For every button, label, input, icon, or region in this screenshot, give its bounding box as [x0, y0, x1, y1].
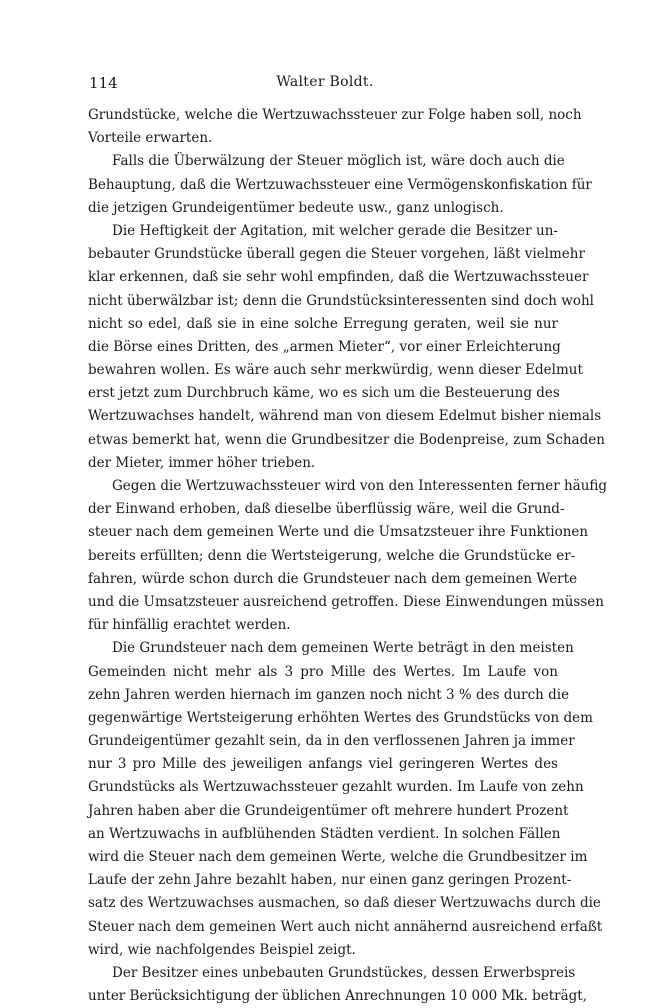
text-line: nicht so edel, daß sie in eine solche Erregung geraten, weil sie nur — [88, 315, 558, 332]
text-line: nicht überwälzbar ist; denn die Grundstücksinteressenten sind doch wohl — [88, 292, 594, 309]
text-line: die Börse eines Dritten, des „armen Mieter“, vor einer Erleichterung — [88, 338, 561, 355]
text-line: Wertzuwachses handelt, während man von diesem Edelmut bisher niemals — [88, 408, 602, 425]
body-text — [88, 104, 608, 1008]
text-line: Gemeinden nicht mehr als 3 pro Mille des Wertes. Im Laufe von — [88, 663, 558, 680]
text-line: etwas bemerkt hat, wenn die Grundbesitzer die Bodenpreise, zum Schaden — [88, 431, 605, 448]
text-line: wird, wie nachfolgendes Beispiel zeigt. — [88, 941, 356, 958]
text-line: Steuer nach dem gemeinen Wert auch nicht annähernd ausreichend erfaßt — [88, 918, 603, 935]
text-line: Der Besitzer eines unbebauten Grundstückes, dessen Erwerbspreis — [112, 964, 576, 981]
text-line: Falls die Überwälzung der Steuer möglich ist, wäre doch auch die — [112, 153, 565, 170]
text-line: bewahren wollen. Es wäre auch sehr merkwürdig, wenn dieser Edelmut — [88, 362, 583, 379]
text-line: steuer nach dem gemeinen Werte und die Umsatzsteuer ihre Funktionen — [88, 524, 589, 541]
text-line: nur 3 pro Mille des jeweiligen anfangs viel geringeren Wertes des — [88, 756, 558, 773]
text-line: Grundstücks als Wertzuwachssteuer gezahlt wurden. Im Laufe von zehn — [88, 779, 584, 796]
text-line: Laufe der zehn Jahre bezahlt haben, nur einen ganz geringen Prozent- — [88, 872, 572, 889]
text-line: Gegen die Wertzuwachssteuer wird von den Interessenten ferner häufig — [112, 478, 608, 494]
page-header — [86, 74, 564, 94]
text-line: bereits erfüllten; denn die Wertsteigerung, welche die Grundstücke er- — [88, 547, 576, 564]
text-line: bebauter Grundstücke überall gegen die Steuer vorgehen, läßt vielmehr — [88, 246, 585, 263]
text-line: an Wertzuwachs in aufblühenden Städten verdient. In solchen Fällen — [88, 825, 561, 842]
text-line: die jetzigen Grundeigentümer bedeute usw., ganz unlogisch. — [88, 199, 504, 216]
text-line: Grundstücke, welche die Wertzuwachssteuer zur Folge haben soll, noch — [88, 107, 582, 123]
text-line: Grundeigentümer gezahlt sein, da in den verflossenen Jahren ja immer — [88, 733, 575, 750]
text-line: satz des Wertzuwachses ausmachen, so daß dieser Wertzuwachs durch die — [88, 895, 601, 912]
text-line: gegenwärtige Wertsteigerung erhöhten Wertes des Grundstücks von dem — [88, 709, 593, 726]
text-line: fahren, würde schon durch die Grundsteuer nach dem gemeinen Werte — [88, 570, 578, 587]
text-line: wird die Steuer nach dem gemeinen Werte, welche die Grundbesitzer im — [88, 849, 588, 865]
text-line: für hinfällig erachtet werden. — [88, 617, 291, 634]
page-number: 114 — [89, 74, 118, 92]
text-line: der Mieter, immer höher trieben. — [88, 454, 316, 471]
text-line: Die Heftigkeit der Agitation, mit welcher gerade die Besitzer un- — [112, 222, 558, 239]
text-line: unter Berücksichtigung der üblichen Anrechnungen 10 000 Mk. beträgt, — [88, 988, 588, 1005]
text-line: zehn Jahren werden hiernach im ganzen noch nicht 3 % des durch die — [88, 686, 570, 703]
text-line: klar erkennen, daß sie sehr wohl empfinden, daß die Wertzuwachssteuer — [88, 269, 589, 286]
text-line: erst jetzt zum Durchbruch käme, wo es sich um die Besteuerung des — [88, 385, 560, 402]
text-line: und die Umsatzsteuer ausreichend getroffen. Diese Einwendungen müssen — [88, 593, 604, 610]
text-line: Behauptung, daß die Wertzuwachssteuer eine Vermögenskonfiskation für — [88, 176, 592, 193]
text-line: Jahren haben aber die Grundeigentümer oft mehrere hundert Prozent — [88, 802, 569, 819]
text-line: Vorteile erwarten. — [88, 130, 213, 147]
running-head: Walter Boldt. — [276, 74, 374, 90]
text-line: der Einwand erhoben, daß dieselbe überflüssig wäre, weil die Grund- — [88, 501, 565, 518]
text-line: Die Grundsteuer nach dem gemeinen Werte beträgt in den meisten — [112, 640, 574, 657]
